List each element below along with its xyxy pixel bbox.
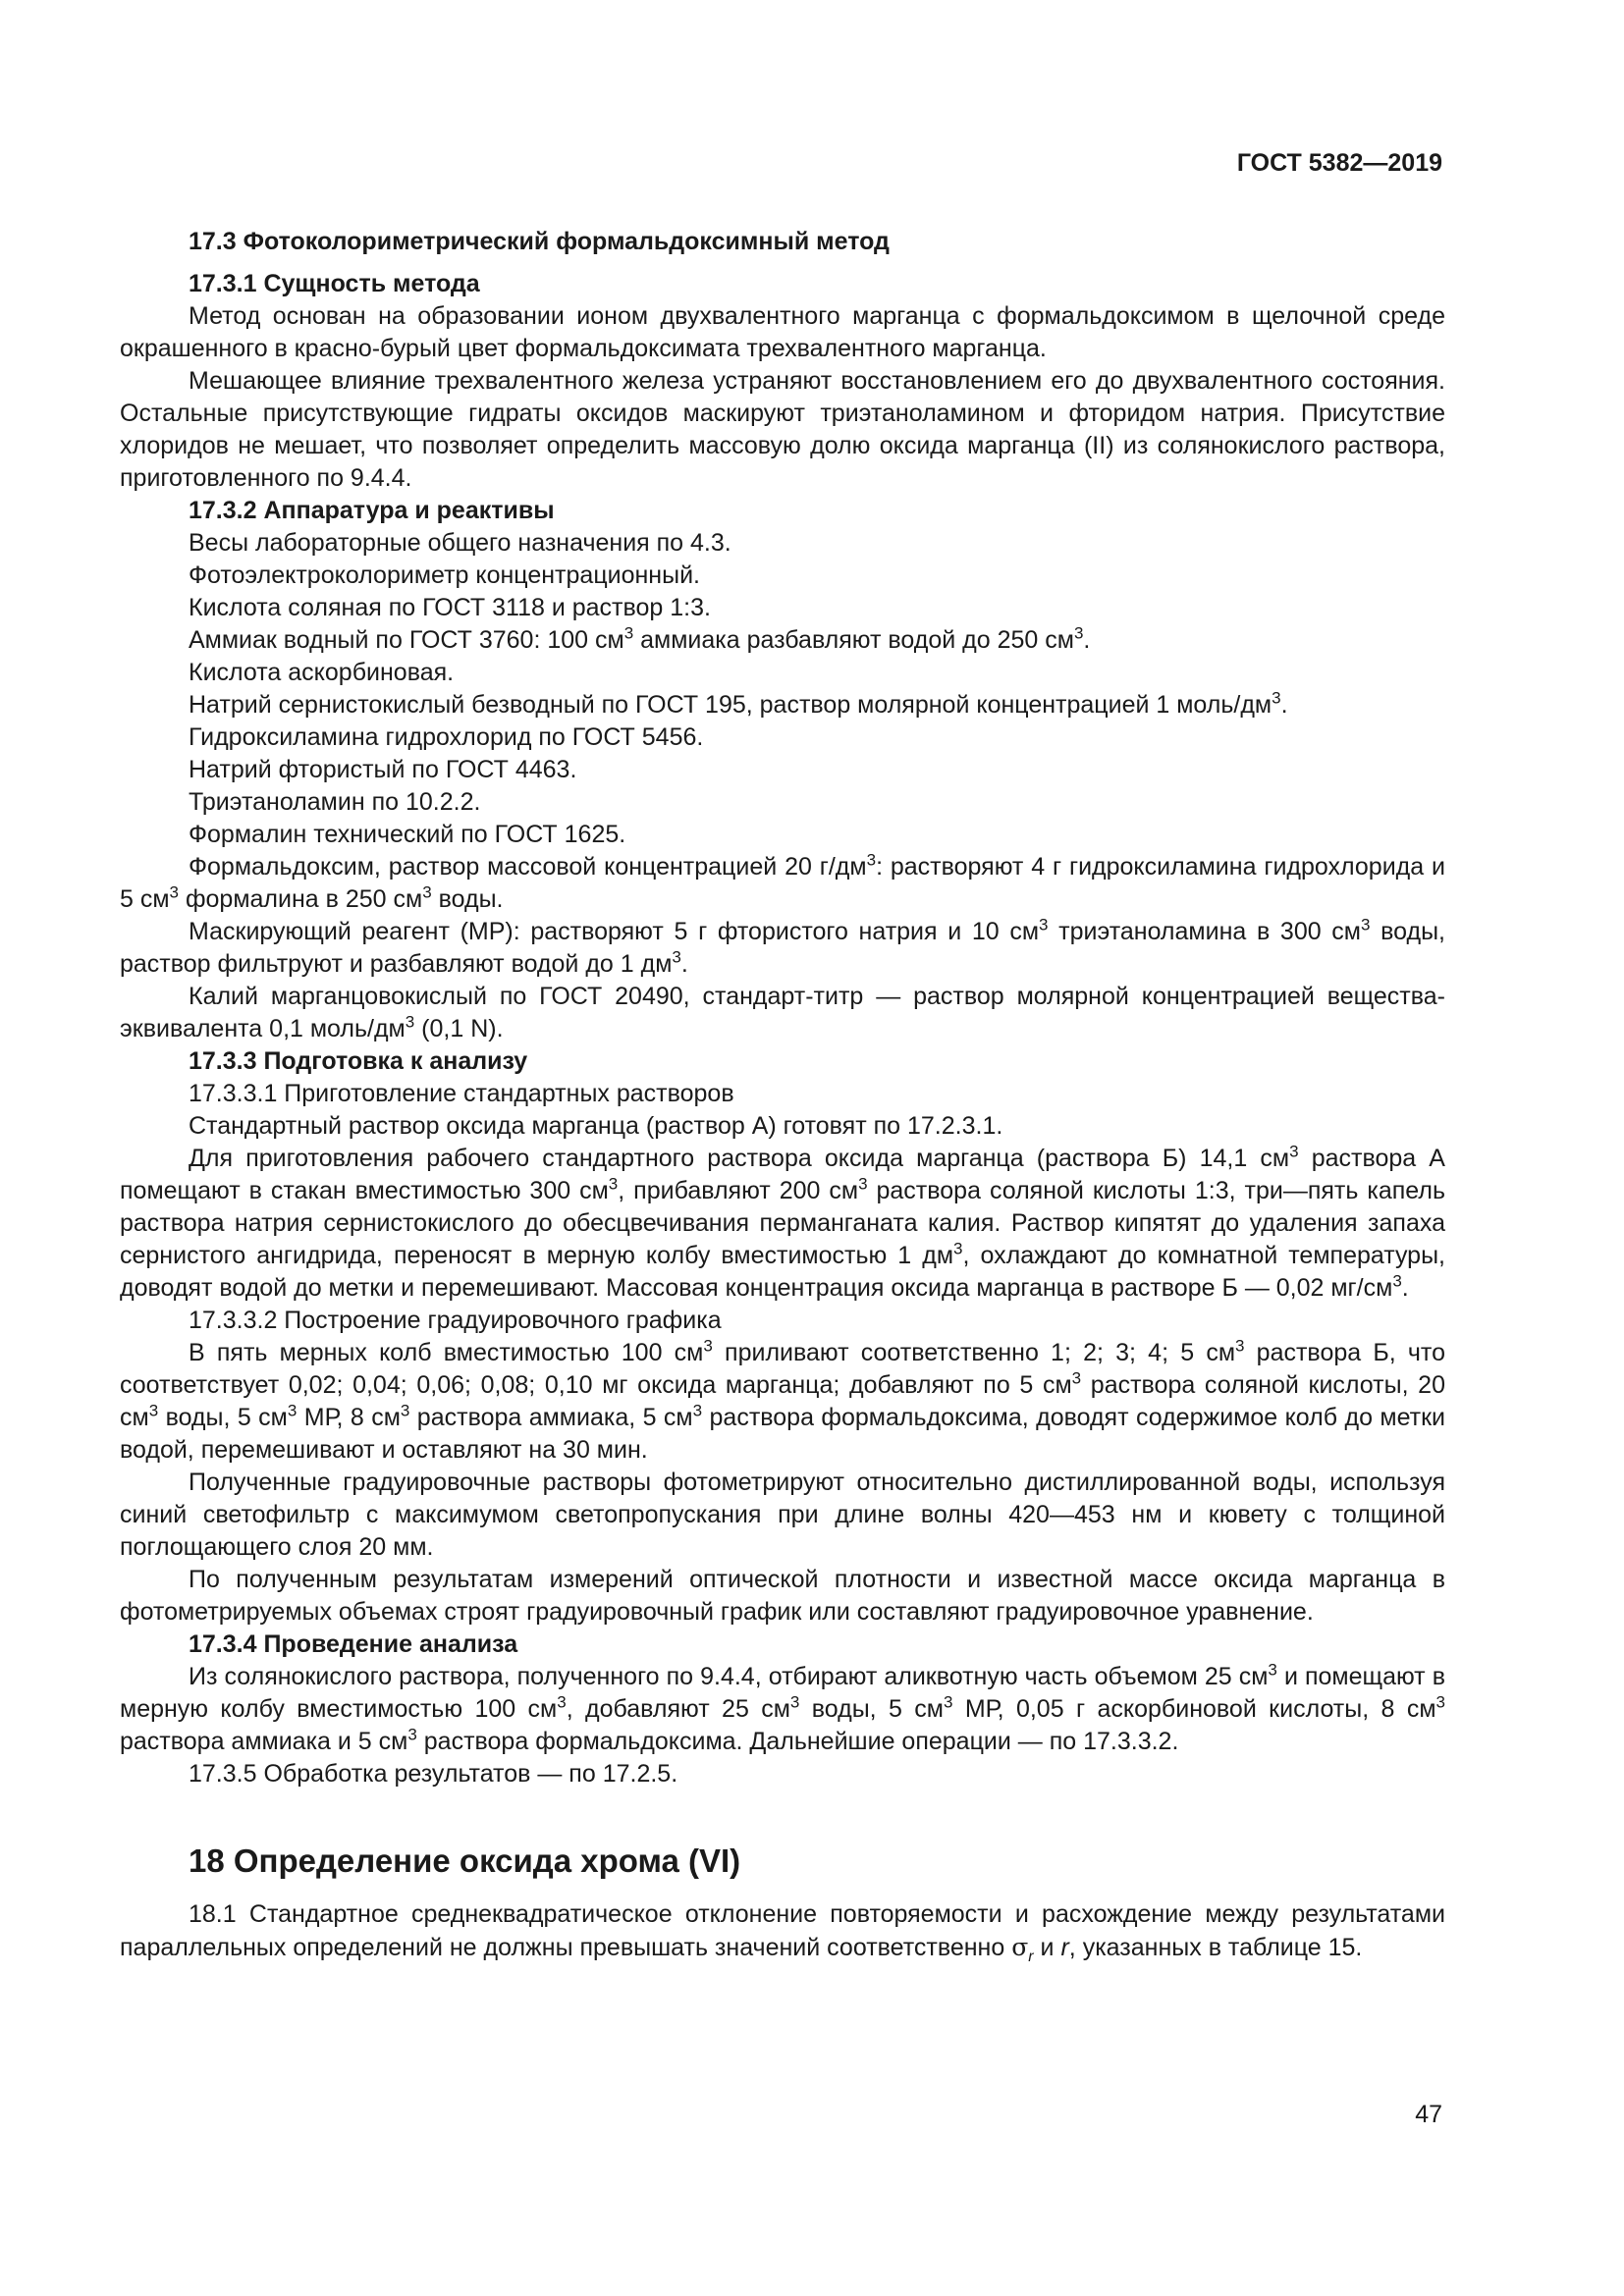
text-run: , добавляют 25 см [566, 1695, 790, 1723]
page-number: 47 [1415, 2101, 1442, 2128]
superscript: 3 [789, 1692, 800, 1712]
list-item: Кислота соляная по ГОСТ 3118 и раствор 1:3. [189, 594, 711, 621]
superscript: 3 [1071, 1368, 1082, 1388]
text-run: . [1280, 691, 1288, 719]
text-run: . [1401, 1274, 1409, 1302]
subsection-title-17-3-3: 17.3.3 Подготовка к анализу [189, 1047, 528, 1075]
superscript: 3 [1361, 915, 1371, 934]
text-run: раствора Б, что соответствует 0,02; 0,04; 0,06; 0,08; 0,10 мг оксида марганца; добавляют по 5 см [120, 1339, 1445, 1399]
superscript: 3 [287, 1401, 298, 1420]
text-run: Маскирующий реагент (МР): растворяют 5 г фтористого натрия и 10 см [189, 918, 1040, 945]
superscript: 3 [608, 1174, 619, 1194]
superscript: 3 [672, 947, 681, 967]
superscript: 3 [692, 1401, 703, 1420]
text-run: приливают соответственно 1; 2; 3; 4; 5 см [712, 1339, 1236, 1366]
list-item: Гидроксиламина гидрохлорид по ГОСТ 5456. [189, 723, 704, 751]
list-item-sulfite [120, 689, 1445, 721]
text-run: триэтаноламина в 300 см [1048, 918, 1361, 945]
standard-designation: ГОСТ 5382—2019 [1236, 149, 1442, 177]
superscript: 3 [557, 1692, 567, 1712]
superscript: 3 [944, 1692, 953, 1712]
text-run: воды. [431, 885, 504, 913]
subsection-title-17-3-1: 17.3.1 Сущность метода [189, 270, 480, 297]
text-run: раствора А помещают в стакан вместимостью 300 см [120, 1145, 1445, 1204]
text-run: Аммиак водный по ГОСТ 3760: 100 см [189, 626, 624, 654]
paragraph-working-solution [120, 1143, 1445, 1305]
subsection-title-17-3-2: 17.3.2 Аппаратура и реактивы [189, 497, 555, 524]
superscript: 3 [1235, 1336, 1245, 1356]
text-run: аммиака разбавляют водой до 250 см [633, 626, 1074, 654]
superscript: 3 [858, 1174, 868, 1194]
list-item: Фотоэлектроколориметр концентрационный. [189, 561, 700, 589]
text-run: . [1083, 626, 1091, 654]
superscript: 3 [148, 1401, 159, 1420]
text-run: Для приготовления рабочего стандартного раствора оксида марганца (раствора Б) 14,1 см [189, 1145, 1290, 1172]
text-run: , охлаждают до комнатной температуры, доводят водой до метки и перемешивают. Массовая концентрация оксида марганца в растворе Б — 0,02 мг/см [120, 1242, 1445, 1302]
paragraph: 17.3.5 Обработка результатов — по 17.2.5. [189, 1760, 678, 1788]
text-run: (0,1 N). [414, 1015, 504, 1042]
superscript: 3 [953, 1239, 963, 1258]
superscript: 3 [1272, 688, 1281, 708]
text-run: Из солянокислого раствора, полученного по 9.4.4, отбирают аликвотную часть объемом 25 см [189, 1663, 1269, 1690]
text-run: Калий марганцовокислый по ГОСТ 20490, стандарт-титр — раствор молярной концентрацией вещества-эквивалента 0,1 моль/дм [120, 983, 1445, 1042]
subsubsection-title-17-3-3-1: 17.3.3.1 Приготовление стандартных растворов [189, 1080, 734, 1107]
list-item: Формалин технический по ГОСТ 1625. [189, 821, 626, 848]
paragraph: По полученным результатам измерений оптической плотности и известной массе оксида марганца в фотометрируемых объемах строят градуировочный график или составляют градуировочное уравнение. [120, 1566, 1445, 1626]
subsection-title-17-3-4: 17.3.4 Проведение анализа [189, 1630, 518, 1658]
text-run: Формальдоксим, раствор массовой концентрацией 20 г/дм [189, 853, 867, 881]
text-run: : растворяют 4 г гидроксиламина гидрохлорида и 5 см [120, 853, 1445, 913]
paragraph: Метод основан на образовании ионом двухвалентного марганца с формальдоксимом в щелочной среде окрашенного в красно-бурый цвет формальдоксимата трехвалентного марганца. [120, 302, 1445, 362]
text-run: раствора формальдоксима. Дальнейшие операции — по 17.3.3.2. [416, 1728, 1179, 1755]
superscript: 3 [1073, 623, 1084, 643]
text-run: раствора соляной кислоты 1:3, три—пять капель раствора натрия сернистокислого до обесцвечивания перманганата калия. Раствор кипятят до удаления запаха сернистого ангидрида, переносят в мерную колбу вместимостью 1 дм [120, 1177, 1445, 1269]
paragraph-18-1 [120, 1898, 1445, 1964]
superscript: 3 [400, 1401, 410, 1420]
list-item: Весы лабораторные общего назначения по 4.3. [189, 529, 731, 557]
superscript: 3 [1268, 1660, 1277, 1680]
superscript: 3 [405, 1012, 415, 1032]
document-body [120, 226, 1445, 1964]
text-run: , прибавляют 200 см [618, 1177, 859, 1204]
section-title-18: 18 Определение оксида хрома (VI) [189, 1842, 741, 1879]
paragraph: Полученные градуировочные растворы фотометрируют относительно дистиллированной воды, используя синий светофильтр с максимумом светопропускания при длине волны 420—453 нм и кювету с толщиной поглощающего слоя 20 мм. [120, 1468, 1445, 1561]
list-item: Кислота аскорбиновая. [189, 659, 455, 686]
text-run: раствора аммиака и 5 см [120, 1728, 408, 1755]
list-item-formaldoxime [120, 851, 1445, 916]
text-run: В пять мерных колб вместимостью 100 см [189, 1339, 704, 1366]
superscript: 3 [169, 882, 180, 902]
section-title-17-3: 17.3 Фотоколориметрический формальдоксимный метод [189, 228, 890, 255]
superscript: 3 [1435, 1692, 1445, 1712]
superscript: 3 [1039, 915, 1049, 934]
subscript-r: r [1028, 1949, 1034, 1965]
superscript: 3 [623, 623, 634, 643]
text-run: . [680, 950, 688, 978]
text-run: воды, 5 см [799, 1695, 944, 1723]
text-run: и [1033, 1934, 1061, 1961]
paragraph: Стандартный раствор оксида марганца (раствор А) готовят по 17.2.3.1. [189, 1112, 1003, 1140]
text-run: МР, 8 см [297, 1404, 401, 1431]
text-run: Натрий сернистокислый безводный по ГОСТ 195, раствор молярной концентрацией 1 моль/дм [189, 691, 1272, 719]
text-run: воды, раствор фильтруют и разбавляют водой до 1 дм [120, 918, 1445, 978]
superscript: 3 [703, 1336, 713, 1356]
text-run: раствора формальдоксима, доводят содержимое колб до метки водой, перемешивают и оставляют на 30 мин. [120, 1404, 1446, 1464]
superscript: 3 [1392, 1271, 1402, 1291]
superscript: 3 [1289, 1142, 1299, 1161]
list-item: Натрий фтористый по ГОСТ 4463. [189, 756, 577, 783]
text-run: раствора соляной кислоты, 20 см [120, 1371, 1445, 1431]
paragraph: Мешающее влияние трехвалентного железа устраняют восстановлением его до двухвалентного состояния. Остальные присутствующие гидраты оксидов маскируют триэтаноламином и фторидом натрия. Присутствие хлоридов не мешает, что позволяет определить массовую долю оксида марганца (II) из солянокислого раствора, приготовленного по 9.4.4. [120, 367, 1445, 492]
list-item-ammonia [120, 624, 1445, 657]
subsubsection-title-17-3-3-2: 17.3.3.2 Построение градуировочного графика [189, 1307, 722, 1334]
text-run: формалина в 250 см [179, 885, 423, 913]
text-run: раствора аммиака, 5 см [409, 1404, 693, 1431]
sigma-symbol: σ [1011, 1933, 1029, 1961]
text-run: МР, 0,05 г аскорбиновой кислоты, 8 см [952, 1695, 1436, 1723]
text-run: и помещают в мерную колбу вместимостью 100 см [120, 1663, 1445, 1723]
superscript: 3 [407, 1725, 417, 1744]
text-run: воды, 5 см [158, 1404, 288, 1431]
superscript: 3 [422, 882, 432, 902]
text-run: 18.1 Стандартное среднеквадратическое отклонение повторяемости и расхождение между результатами параллельных определений не должны превышать значений соответственно [120, 1900, 1445, 1961]
text-run: , указанных в таблице 15. [1068, 1934, 1363, 1961]
symbol-r: r [1060, 1934, 1069, 1961]
list-item-permanganate [120, 981, 1445, 1045]
superscript: 3 [866, 850, 877, 870]
list-item-masking-reagent [120, 916, 1445, 981]
paragraph-calibration [120, 1337, 1445, 1467]
paragraph-analysis [120, 1661, 1445, 1758]
list-item: Триэтаноламин по 10.2.2. [189, 788, 481, 816]
